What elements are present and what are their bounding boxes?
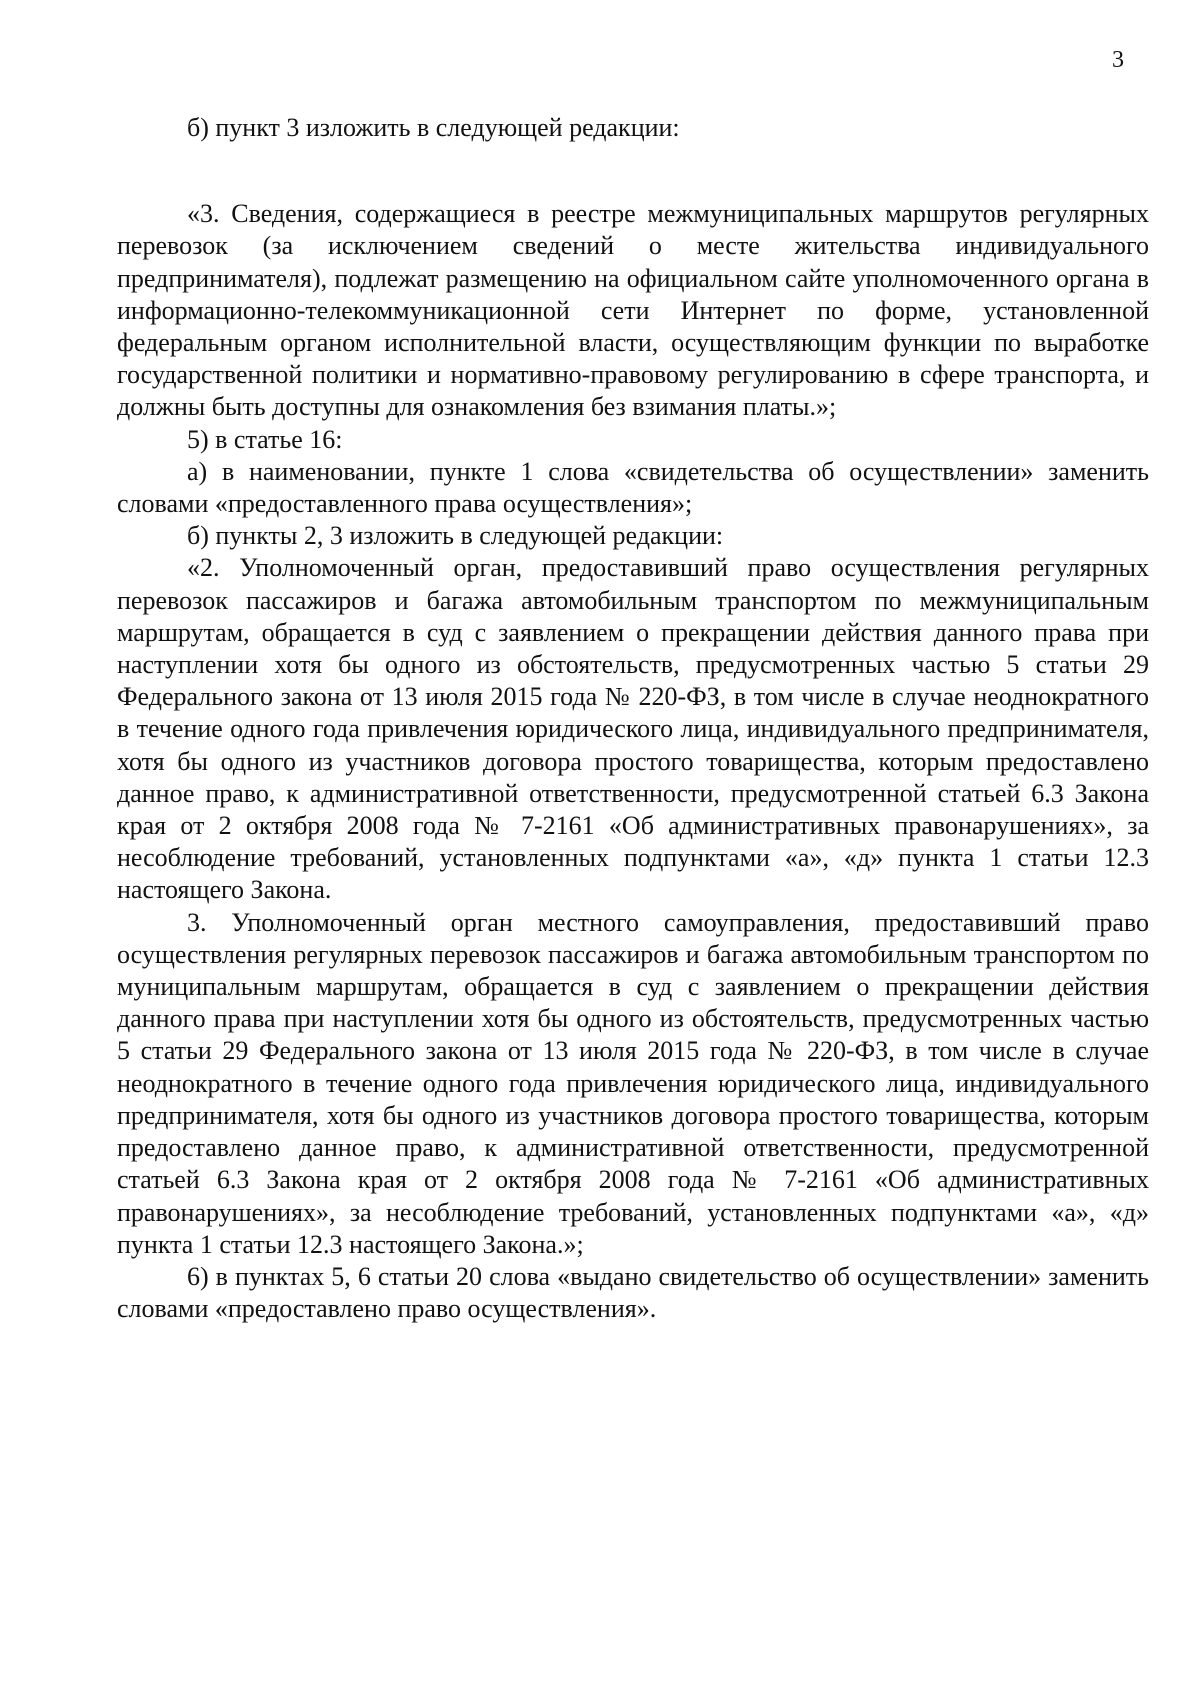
paragraph-point-3-registry: «3. Сведения, содержащиеся в реестре межмуниципальных маршрутов регулярных перевозок (за исключением сведений о месте жительства индивидуального предпринимателя), подлежат размещению на официальном сайте уполномоченного органа в информационно-телекоммуникационной сети Интернет по форме, установленной федеральным органом исполнительной власти, осуществляющим функции по выработке государственной политики и нормативно-правовому регулированию в сфере транспорта, и должны быть доступны для ознакомления без взимания платы.»;	[117, 199, 1149, 422]
page-number: 3	[1112, 47, 1124, 73]
paragraph-article-16-b: б) пункты 2, 3 изложить в следующей редакции:	[187, 521, 724, 551]
paragraph-point-3-local-authority: 3. Уполномоченный орган местного самоуправления, предоставивший право осуществления регулярных перевозок пассажиров и багажа автомобильным транспортом по муниципальным маршрутам, обращается в суд с заявлением о прекращении действия данного права при наступлении хотя бы одного из обстоятельств, предусмотренных частью 5 статьи 29 Федерального закона от 13 июля 2015 года № 220-ФЗ, в том числе в случае неоднократного в течение одного года привлечения юридического лица, индивидуального предпринимателя, хотя бы одного из участников договора простого товарищества, которым предоставлено данное право, к административной ответственности, предусмотренной статьей 6.3 Закона края от 2 октября 2008 года № 7-2161 «Об административных правонарушениях», за несоблюдение требований, установленных подпунктами «а», «д» пункта 1 статьи 12.3 настоящего Закона.»;	[117, 907, 1149, 1259]
paragraph-point-2-authority: «2. Уполномоченный орган, предоставивший право осуществления регулярных перевозок пассажиров и багажа автомобильным транспортом по межмуниципальным маршрутам, обращается в суд с заявлением о прекращении действия данного права при наступлении хотя бы одного из обстоятельств, предусмотренных частью 5 статьи 29 Федерального закона от 13 июля 2015 года № 220-ФЗ, в том числе в случае неоднократного в течение одного года привлечения юридического лица, индивидуального предпринимателя, хотя бы одного из участников договора простого товарищества, которым предоставлено данное право, к административной ответственности, предусмотренной статьей 6.3 Закона края от 2 октября 2008 года № 7-2161 «Об административных правонарушениях», за несоблюдение требований, установленных подпунктами «а», «д» пункта 1 статьи 12.3 настоящего Закона.	[117, 553, 1149, 905]
paragraph-article-16-a: а) в наименовании, пункте 1 слова «свидетельства об осуществлении» заменить словами «предоставленного права осуществления»;	[117, 456, 1149, 519]
document-body	[117, 112, 1149, 1325]
paragraph-article-20: 6) в пунктах 5, 6 статьи 20 слова «выдано свидетельство об осуществлении» заменить словами «предоставлено право осуществления».	[117, 1261, 1149, 1324]
paragraph-article-16-heading: 5) в статье 16:	[187, 424, 343, 454]
paragraph-amendment-b-intro: б) пункт 3 изложить в следующей редакции:	[187, 113, 680, 142]
